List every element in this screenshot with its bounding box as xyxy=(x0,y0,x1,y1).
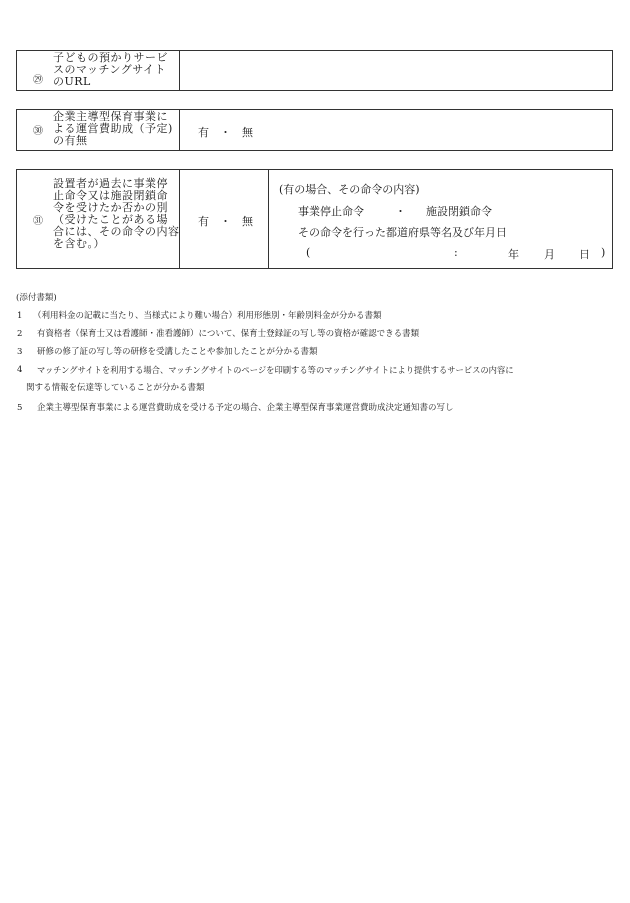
row-label: 企業主導型保育事業に よる運営費助成（予定) の有無 xyxy=(53,110,173,147)
yes-no-choice: 有 ・ 無 xyxy=(198,215,253,228)
attachment-text: 有資格者（保育士又は看護師・准看護師）について、保育士登録証の写し等の資格が確認できる書類 xyxy=(37,329,420,339)
authority-and-date-label: その命令を行った都道府県等名及び年月日 xyxy=(298,226,507,239)
row-number: ㉙ xyxy=(33,75,43,86)
row-31 xyxy=(16,169,613,269)
detail-heading: (有の場合、その命令の内容) xyxy=(279,183,420,196)
year-label: 年 xyxy=(508,248,519,261)
attachment-number: 4 xyxy=(17,365,23,375)
month-label: 月 xyxy=(544,248,555,261)
attachment-text: 研修の修了証の写し等の研修を受講したことや参加したことが分かる書類 xyxy=(37,347,318,357)
attachment-number: 5 xyxy=(17,403,23,413)
paren-close: ) xyxy=(601,246,606,259)
attachment-number: 3 xyxy=(17,347,23,357)
attachments-title: (添付書類) xyxy=(16,293,57,303)
day-label: 日 xyxy=(579,248,590,261)
attachment-text: マッチングサイトを利用する場合、マッチングサイトのページを印刷する等のマッチングサイトにより提供するサービスの内容に xyxy=(37,365,514,375)
row-30 xyxy=(16,109,613,151)
row-label: 設置者が過去に事業停 止命令又は施設閉鎖命 令を受けたか否かの別 （受けたことがある場 合には、その命令の内容 を含む。） xyxy=(53,177,180,250)
business-stop-order: 事業停止命令 xyxy=(298,205,364,218)
yes-no-choice: 有 ・ 無 xyxy=(198,126,253,139)
colon: : xyxy=(454,246,458,259)
row-number: ㉚ xyxy=(33,126,43,137)
attachment-text: 企業主導型保育事業による運営費助成を受ける予定の場合、企業主導型保育事業運営費助成決定通知書の写し xyxy=(37,403,454,413)
attachment-number: 1 xyxy=(17,311,23,321)
detail-separator: ・ xyxy=(395,205,406,218)
facility-closure-order: 施設閉鎖命令 xyxy=(426,205,492,218)
attachment-text: （利用料金の記載に当たり、当様式により難い場合）利用形態別・年齢別料金が分かる書類 xyxy=(33,311,382,321)
column-divider xyxy=(268,170,269,268)
row-29 xyxy=(16,50,613,91)
attachment-text-continued: 関する情報を伝達等していることが分かる書類 xyxy=(26,383,205,393)
row-number: ㉛ xyxy=(33,216,43,227)
attachment-number: 2 xyxy=(17,329,23,339)
paren-open: ( xyxy=(306,246,311,259)
row-label: 子どもの預かりサービ スのマッチングサイト のURL xyxy=(53,51,168,88)
